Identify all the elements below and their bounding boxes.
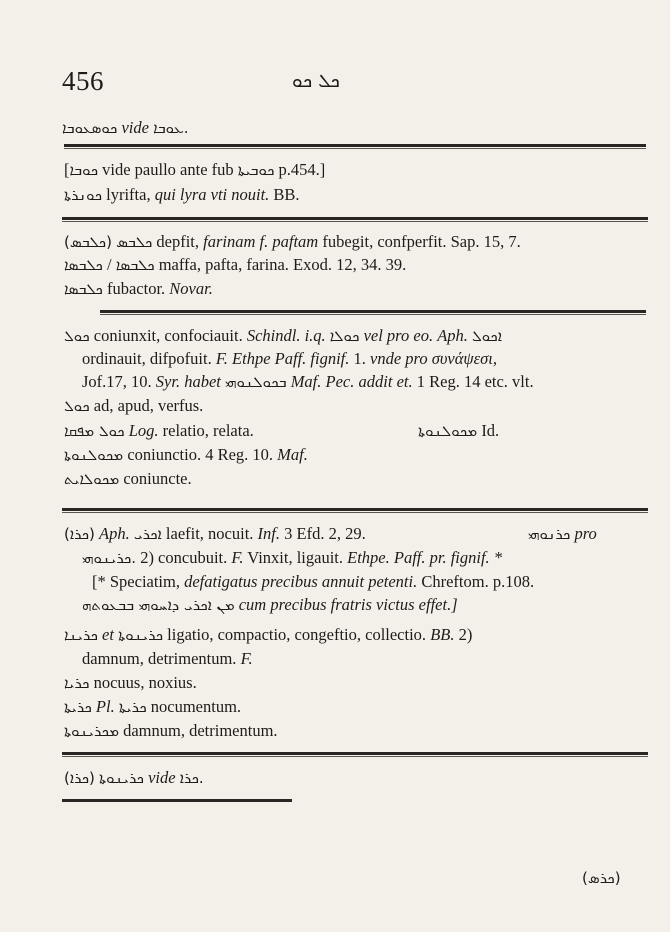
definition: [* Speciatim, [92,572,180,591]
entry-line-11 [64,421,254,441]
section-rule [64,144,646,147]
cross-reference: vide [121,118,149,137]
source-abbrev: F. [215,349,228,368]
entry-line-18 [64,625,472,645]
definition-italic: farinam f. paftam [203,232,319,251]
definition: Id. [481,421,500,440]
syriac-headword: ܟܘܠ [64,327,90,345]
section-rule [62,512,648,513]
definition: coniunxit, confociauit. [93,326,243,345]
entry-line-19 [82,649,253,669]
greek-word: συνάψεσι, [431,349,498,368]
definition: ad, apud, verfus. [93,396,204,415]
source-abbrev: Maf. [290,372,322,391]
note-italic: et [102,625,114,644]
sense-number: 1. [353,349,366,368]
entry-line-10 [64,396,203,416]
source-abbrev: Schindl. i.q. [246,326,326,345]
syriac-headword: ܟܠܒܣܐ [115,256,155,274]
source-abbrev: Log. [128,421,159,440]
section-rule [62,508,648,511]
definition: Vinxit, ligauit. [247,548,343,567]
stem-label: Aph. [437,326,468,345]
note-italic: pro [574,524,597,543]
source-abbrev: F. [231,548,244,567]
definition-italic: defatigatus precibus annuit petenti. [184,572,418,591]
note-italic: Syr. habet [155,372,221,391]
cross-reference: vide [148,768,176,787]
entry-line-16 [92,572,534,592]
entry-line-9 [82,372,534,392]
section-rule [100,310,646,313]
catchword-text: (ܟܪܣ) [582,869,621,887]
syriac-headword: ܟܪܝܐ [64,674,90,692]
definition: maffa, pafta, farina. Exod. 12, 34. 39. [158,255,407,274]
entry-line-8 [82,349,497,369]
syriac-headword: ܟܪܝܬܐ [118,698,147,716]
note-italic: vnde pro [370,349,428,368]
section-rule [100,314,646,315]
syriac-headword: ܟܘܠ [64,397,90,415]
syriac-headword: ܟܠܒܣܐ [64,256,103,274]
syriac-headword: ܟܘܒܐ [69,161,99,179]
section-rule [64,148,646,149]
note-italic: vel pro eo. [363,326,434,345]
note-italic: Inf. [257,524,281,543]
citation: Chreftom. p.108. [421,572,535,591]
page-reference: p.454.] [278,160,326,179]
syriac-headword: ܡܟܘܠܢܘܬܐ [418,422,478,440]
source-abbrev: Pec. [325,372,355,391]
syriac-reference: ܟܪܢܘܗܝ [528,525,571,543]
source-abbrev: BB. [430,625,455,644]
syriac-reference: ܟܘܒܝܬܐ [237,161,275,179]
definition: coniunctio. 4 Reg. 10. [127,445,274,464]
definition-italic: qui lyra vti nouit. [154,185,270,204]
stem-label: Aph. [99,524,130,543]
entry-line-5 [64,255,406,275]
entry-line-6 [64,279,213,299]
definition: nocumentum. [150,697,242,716]
syriac-reference: ܟܘܠܐ [329,327,360,345]
section-rule [62,221,648,222]
bracket: [ [64,160,70,179]
definition-italic: cum precibus fratris victus effet.] [238,595,458,614]
source-abbrev: Maf. [277,445,308,464]
entry-line-4 [64,232,521,252]
definition: fubactor. [106,279,166,298]
note-italic: et. [396,372,413,391]
entry-line-14 [64,524,366,544]
syriac-root: (ܟܪܐ) [64,769,95,787]
syriac-headword: ܡܟܪܝܢܘܬܐ [64,722,119,740]
definition: vide paullo ante fub [102,160,234,179]
entry-line-2 [64,160,325,180]
syriac-headword: ܟܠܒܣ [116,233,153,251]
entry-line-1 [62,118,189,138]
syriac-headword: ܡܟܘܠܢܘܬܐ [64,446,124,464]
stem-label: Ethpe [232,349,271,368]
syriac-reference: ܟܪܝܢܘܗܝ. [82,549,137,567]
syriac-headword: ܟܪܝܢܐ [64,626,98,644]
entry-line-21 [64,697,241,717]
page-number: 456 [62,66,104,96]
entry-line-3 [64,185,300,205]
running-head: ܟܠ ܟܘ [292,70,340,92]
syriac-headword: ܟܪܝܢܘܬܐ [99,769,144,787]
syriac-reference: ܥܘܒܐ. [153,119,189,137]
entry-line-22 [64,721,278,741]
entry-line-23 [64,768,204,788]
definition: nocuus, noxius. [93,673,197,692]
syriac-headword: ܐܟܪܝ [133,525,162,543]
entry-line-11b [418,421,499,441]
separator: / [106,255,112,274]
section-rule [62,217,648,220]
entry-line-15 [82,548,502,568]
source-abbrev: Novar. [169,279,213,298]
catchword [582,868,621,888]
entry-line-14b [528,524,597,544]
definition: depfit, [156,232,200,251]
entry-line-17 [82,595,458,615]
definition: fubegit, confperfit. Sap. 15, 7. [322,232,521,251]
citation: Jof.17, 10. [82,372,152,391]
syriac-root: (ܟܠܒܣ) [64,233,112,251]
definition: laefit, nocuit. [165,524,254,543]
definition: lyrifta, [106,185,151,204]
entry-line-13 [64,469,192,489]
citation: 1 Reg. 14 etc. vlt. [416,372,534,391]
note-italic: Ethpe. Paff. pr. fignif. * [347,548,503,567]
note-italic: Paff. fignif. [274,349,350,368]
syriac-headword: ܟܘܢܪܬܐ [64,186,102,204]
source-abbrev: F. [240,649,253,668]
definition: damnum, detrimentum. [123,721,278,740]
syriac-headword: ܐܟܘܠ [472,327,502,345]
note-italic: addit [358,372,393,391]
definition: ordinauit, difpofuit. [82,349,212,368]
note-italic: Pl. [95,697,115,716]
entry-line-20 [64,673,197,693]
definition: 2) concubuit. [140,548,228,567]
syriac-headword: ܟܪܝܬܐ [64,698,92,716]
section-rule [62,752,648,755]
syriac-headword: ܟܪܝܢܘܬܐ [118,626,164,644]
entry-line-12 [64,445,308,465]
syriac-quotation: ܡܢ ܐܟܪܝ ܕܐܚܘܗܝ ܒܒܥܘܬܗ [82,596,235,614]
syriac-headword: ܟܠܒܣܐ [64,280,103,298]
citation: 3 Efd. 2, 29. [284,524,366,543]
source-abbrev: BB. [273,185,300,204]
definition: coniuncte. [123,469,192,488]
end-rule [62,799,292,802]
syriac-reference: ܟܪܐ. [179,769,204,787]
definition: relatio, relata. [162,421,254,440]
syriac-headword: ܟܘܣܥܘܒܐ [62,119,118,137]
syriac-root: (ܟܪܐ) [64,525,95,543]
section-rule [62,756,648,757]
entry-line-7 [64,326,502,346]
syriac-headword: ܟܘܠ ܡܦܩܐ [64,422,125,440]
definition: ligatio, compactio, congeftio, collectio. [167,625,427,644]
syriac-headword: ܡܟܘܠܐܝܬ [64,470,120,488]
definition: damnum, detrimentum. [82,649,237,668]
sense-number: 2) [458,625,473,644]
syriac-reference: ܒܟܘܠܢܘܗܝ [225,373,287,391]
